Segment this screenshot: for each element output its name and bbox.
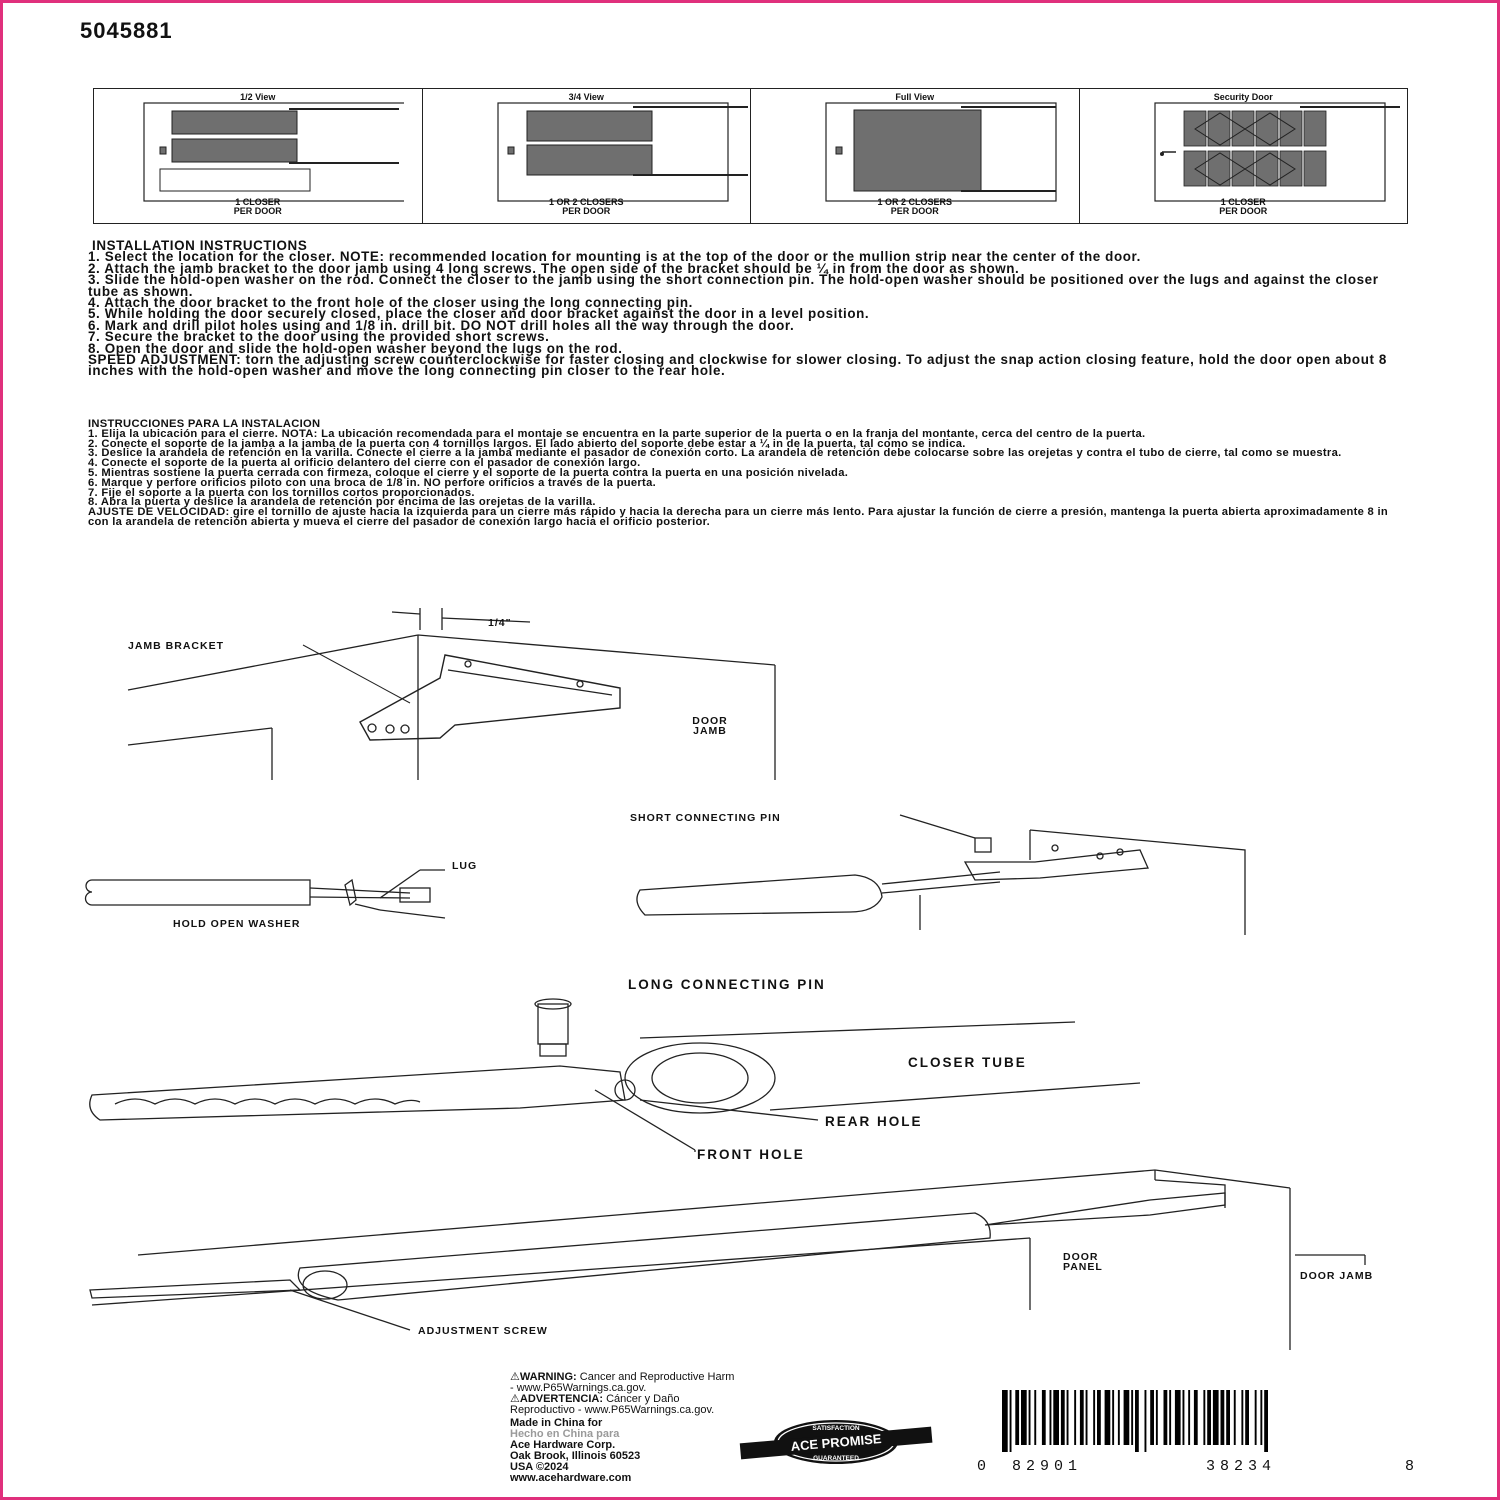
view-title: 1/2 View (240, 92, 276, 102)
closer-tube-label: CLOSER TUBE (908, 1055, 1027, 1070)
view-title: Security Door (1213, 92, 1273, 102)
ace-promise-seal (738, 1418, 934, 1466)
front-hole-label: FRONT HOLE (697, 1147, 805, 1162)
view-title: Full View (895, 92, 935, 102)
view-caption: 1 OR 2 CLOSERS PER DOOR (877, 197, 953, 216)
instruction-step: 7. Secure the bracket to the door using the provided short screws. (88, 329, 550, 345)
barcode-bar (1221, 1390, 1225, 1445)
instruction-step: 1. Select the location for the closer. NOTE: recommended location for mounting is at the top of the door or the mullion strip near the center of the door. (88, 249, 1141, 265)
instruction-step: 6. Marque y perfore orificios piloto con una broca de 1/8 in. NO perfore orificios a través de la puerta. (88, 476, 657, 489)
barcode-bar (1194, 1390, 1198, 1445)
barcode-digits-group2: 38234 (1206, 1458, 1277, 1475)
barcode-bar (1112, 1390, 1114, 1445)
instruction-step: 3. Slide the hold-open washer on the rod. Connect the closer to the jamb using the short connection pin. The hold-open washer should be positioned over the lugs and against the closer tube as shown. (88, 272, 1379, 299)
barcode-bar (1061, 1390, 1065, 1445)
seal-bottom-text: GUARANTEED (813, 1455, 859, 1462)
barcode-bar (1213, 1390, 1219, 1445)
barcode-digit-left: 0 (977, 1458, 992, 1475)
prop65-warning: ⚠WARNING: Cancer and Reproductive Harm - www.P65Warnings.ca.gov. ⚠ADVERTENCIA: Cáncer y Daño Reproductivo - www.P65Warnings.ca.gov. (510, 1371, 735, 1416)
warning-triangle-icon: ⚠ (510, 1371, 520, 1383)
door-panel-label: DOOR PANEL (1063, 1251, 1103, 1273)
instruction-step: 2. Conecte el soporte de la jamba a la jamba de la puerta con 4 tornillos largos. El lado abierto del soporte debe estar a ¼ in de la puerta, tal como se indica. (88, 437, 966, 450)
jamb-bracket-label: JAMB BRACKET (128, 640, 224, 652)
speed-adjustment-note: SPEED ADJUSTMENT: torn the adjusting screw counterclockwise for faster closing and clockwise for slower closing. To adjust the snap action closing feature, hold the door open about 8 inches with the hold-open washer and move the long connecting pin closer to the rear hole. (88, 352, 1387, 379)
manufacturer-info: Made in China for Hecho en China para Ace Hardware Corp. Oak Brook, Illinois 60523 USA ©2024 www.acehardware.com (510, 1417, 641, 1484)
instruction-step: 6. Mark and drill pilot holes using and 1/8 in. drill bit. DO NOT drill holes all the way through the door. (88, 317, 795, 333)
closer-tube-diagram (90, 999, 1140, 1152)
instruction-step: 8. Abra la puerta y deslice la arandela de retención por encima de las orejetas de la varilla. (88, 496, 596, 509)
rod-washer-diagram (86, 870, 446, 918)
barcode-bar (1203, 1390, 1205, 1445)
barcode-bar (1226, 1390, 1230, 1445)
barcode-bar (1207, 1390, 1211, 1445)
barcode-bar (1135, 1390, 1139, 1452)
view-caption: 1 CLOSER PER DOOR (233, 197, 282, 216)
instruction-step: 5. While holding the door securely closed, place the closer and door bracket against the door in a level position. (88, 306, 870, 322)
barcode-digit-right: 8 (1405, 1458, 1420, 1475)
barcode-bar (1086, 1390, 1088, 1445)
barcode-bar (1183, 1390, 1185, 1445)
door-jamb-bottom-label: DOOR JAMB (1300, 1270, 1374, 1282)
barcode-bar (1080, 1390, 1084, 1445)
door-jamb-label: DOOR JAMB (692, 715, 728, 737)
barcode-bar (1156, 1390, 1158, 1445)
barcode-bar (1124, 1390, 1130, 1445)
upc-barcode (980, 1390, 1398, 1452)
adjustment-screw-label: ADJUSTMENT SCREW (418, 1325, 548, 1337)
quarter-inch-label: 1/4" (488, 617, 512, 629)
speed-adjustment-note: AJUSTE DE VELOCIDAD: gire el tornillo de ajuste hacia la izquierda para un cierre más rápido y hacia la derecha para un cierre más lento. Para ajustar la función de cierre a presión, mantenga la puerta abierta aproximadamente 8 in con la arandela de retención abierta y mueva el cierre del pasador de conexión largo hacia el orificio posterior. (88, 506, 1389, 528)
barcode-bar (1241, 1390, 1243, 1445)
instruction-step: 8. Open the door and slide the hold-open washer beyond the lugs on the rod. (88, 340, 623, 356)
barcode-bar (1067, 1390, 1069, 1445)
barcode-bar (1034, 1390, 1036, 1445)
long-connecting-pin-label: LONG CONNECTING PIN (628, 977, 826, 992)
view-caption: 1 OR 2 CLOSERS PER DOOR (548, 197, 624, 216)
barcode-bar (1002, 1390, 1008, 1452)
barcode-bar (1029, 1390, 1031, 1445)
barcode-bar (1097, 1390, 1101, 1445)
jamb-bracket-diagram (128, 608, 775, 780)
barcode-bar (1175, 1390, 1181, 1445)
sku-number: 5045881 (80, 18, 173, 43)
barcode-bar (1105, 1390, 1111, 1445)
barcode-bar (1245, 1390, 1249, 1445)
barcode-bar (1150, 1390, 1154, 1445)
barcode-bar (1021, 1390, 1027, 1445)
short-connecting-pin-label: SHORT CONNECTING PIN (630, 812, 781, 824)
instructions-heading: INSTALLATION INSTRUCTIONS (92, 238, 308, 253)
barcode-bar (1053, 1390, 1059, 1445)
lug-label: LUG (452, 860, 478, 872)
barcode-bar (1169, 1390, 1171, 1445)
rear-hole-label: REAR HOLE (825, 1114, 923, 1129)
instruction-step: 5. Mientras sostiene la puerta cerrada con firmeza, coloque el cierre y el soporte de la puerta contra la puerta en una posición nivelada. (88, 466, 849, 479)
barcode-bar (1164, 1390, 1168, 1445)
hold-open-washer-label: HOLD OPEN WASHER (173, 918, 301, 930)
barcode-bar (1118, 1390, 1120, 1445)
warning-triangle-icon: ⚠ (510, 1393, 520, 1405)
barcode-bar (1093, 1390, 1095, 1445)
instruction-step: 1. Elija la ubicación para el cierre. NOTA: La ubicación recomendada para el montaje se encuentra en la parte superior de la puerta o en la franja del montante, cerca del centro de la puerta. (88, 427, 1146, 440)
barcode-bar (1042, 1390, 1046, 1445)
barcode-bar (1145, 1390, 1147, 1452)
assembled-closer-diagram (90, 1170, 1365, 1350)
seal-top-text: SATISFACTION (812, 1425, 860, 1432)
barcode-bar (1234, 1390, 1236, 1445)
instruction-step: 3. Deslice la arandela de retención en la varilla. Conecte el cierre a la jamba mediante el pasador de conexión corto. La arandela de retención debe colocarse sobre las orejetas y contra el tubo de cierre, tal como se muestra. (88, 447, 1342, 460)
barcode-bar (1131, 1390, 1133, 1445)
instruction-step: 4. Attach the door bracket to the front hole of the closer using the long connecting pin. (88, 295, 693, 311)
barcode-bar (1010, 1390, 1012, 1452)
view-caption: 1 CLOSER PER DOOR (1219, 197, 1268, 216)
barcode-bar (1264, 1390, 1268, 1452)
barcode-bar (1050, 1390, 1052, 1445)
seal-middle-text: ACE PROMISE (790, 1431, 883, 1454)
instruction-step: 4. Conecte el soporte de la puerta al orificio delantero del cierre con el pasador de conexión largo. (88, 457, 641, 470)
barcode-bar (1188, 1390, 1190, 1445)
barcode-bar (1015, 1390, 1019, 1445)
barcode-bar (1255, 1390, 1257, 1445)
view-title: 3/4 View (568, 92, 604, 102)
instruction-step: 2. Attach the jamb bracket to the door jamb using 4 long screws. The open side of the bracket should be ¼ in from the door as shown. (88, 260, 1020, 276)
barcode-bar (1260, 1390, 1262, 1445)
short-pin-diagram (637, 815, 1245, 935)
barcode-bar (1074, 1390, 1076, 1445)
instructions-heading: INSTRUCCIONES PARA LA INSTALACION (88, 418, 321, 430)
instruction-step: 7. Fije el soporte a la puerta con los tornillos cortos proporcionados. (88, 486, 475, 499)
barcode-digits-group1: 82901 (1012, 1458, 1083, 1475)
